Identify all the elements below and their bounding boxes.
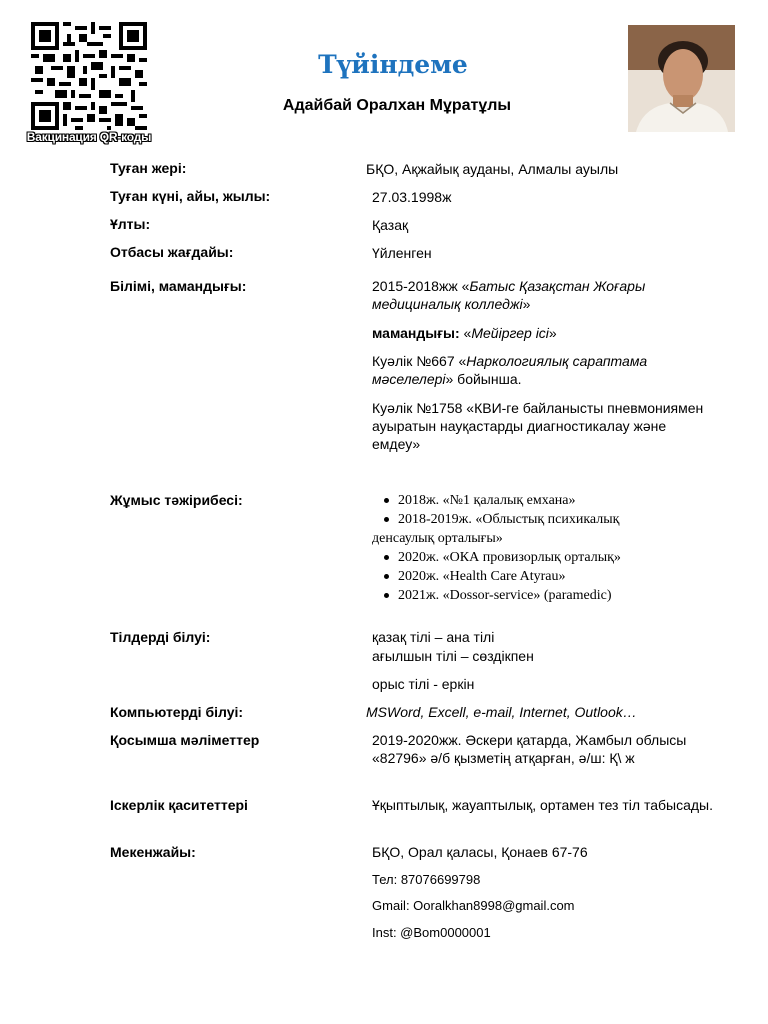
qualities-value: Ұқыптылық, жауаптылық, ортамен тез тіл табысады. xyxy=(372,797,713,813)
experience-item: 2018-2019ж. «Облыстық психикалық денсаулық орталығы» xyxy=(372,510,672,548)
computer-label: Компьютерді білуі: xyxy=(110,704,244,720)
qr-caption: Вакцинация QR-коды xyxy=(26,130,152,144)
languages-label: Тілдерді білуі: xyxy=(110,629,211,645)
nationality-value: Қазақ xyxy=(372,217,409,233)
language-russian: орыс тілі - еркін xyxy=(372,676,475,692)
phone-value: Тел: 87076699798 xyxy=(372,872,481,887)
birthplace-label: Туған жері: xyxy=(110,160,187,176)
experience-item: 2021ж. «Dossor-service» (paramedic) xyxy=(372,586,672,605)
experience-item: 2020ж. «ОКА провизорлық орталық» xyxy=(372,548,672,567)
language-kazakh: қазақ тілі – ана тілі xyxy=(372,629,495,645)
language-english: ағылшын тілі – сөздікпен xyxy=(372,648,534,664)
email-value: Gmail: Ooralkhan8998@gmail.com xyxy=(372,898,575,913)
experience-list xyxy=(372,491,672,605)
document-title: Түйіндеме xyxy=(318,50,468,79)
address-label: Мекенжайы: xyxy=(110,844,196,860)
person-name: Адайбай Оралхан Мұратұлы xyxy=(282,97,512,114)
education-label: Білімі, мамандығы: xyxy=(110,278,247,294)
profile-photo xyxy=(628,25,735,132)
experience-label: Жұмыс тәжірибесі: xyxy=(110,492,243,508)
education-specialty: мамандығы: «Мейіргер ісі» xyxy=(372,325,557,341)
birthplace-value: БҚО, Ақжайық ауданы, Алмалы ауылы xyxy=(366,161,619,177)
education-certificate-1: Куәлік №667 «Наркологиялық сараптама мәселелері» бойынша. xyxy=(372,353,648,387)
birthdate-value: 27.03.1998ж xyxy=(372,189,452,205)
instagram-value: Inst: @Bom0000001 xyxy=(372,925,491,940)
family-label: Отбасы жағдайы: xyxy=(110,244,234,260)
education-college: 2015-2018жж «Батыс Қазақстан Жоғары медициналық колледжі» xyxy=(372,278,646,312)
nationality-label: Ұлты: xyxy=(110,216,151,232)
address-value: БҚО, Орал қаласы, Қонаев 67-76 xyxy=(372,844,588,860)
family-value: Үйленген xyxy=(372,245,432,261)
additional-value: 2019-2020жж. Әскери қатарда, Жамбыл облысы «82796» ә/б қызметің атқарған, ә/ш: Қ\ ж xyxy=(372,732,687,766)
experience-item: 2020ж. «Health Care Atyrau» xyxy=(372,567,672,586)
qualities-label: Іскерлік қаситеттері xyxy=(110,797,248,813)
additional-label: Қосымша мәліметтер xyxy=(110,732,260,748)
birthdate-label: Туған күні, айы, жылы: xyxy=(110,188,271,204)
education-certificate-2: Куәлік №1758 «КВИ-ге байланысты пневмониямен ауыратын науқастарды диагностикалау және емдеу» xyxy=(372,400,704,452)
computer-value: MSWord, Excell, e-mail, Internet, Outlook… xyxy=(366,704,637,720)
experience-item: 2018ж. «№1 қалалық емхана» xyxy=(372,491,672,510)
